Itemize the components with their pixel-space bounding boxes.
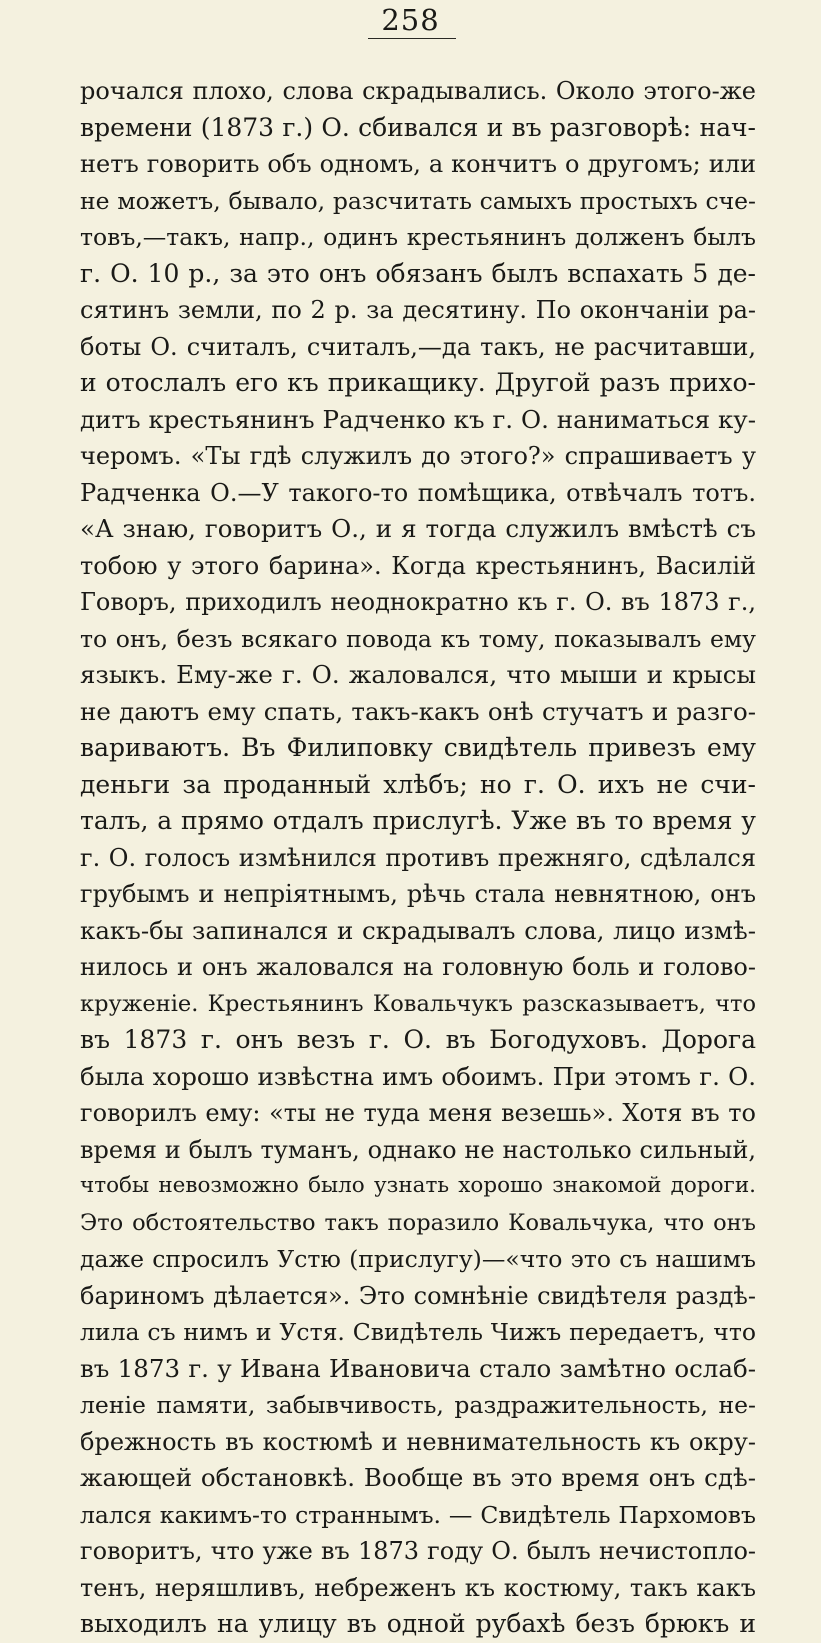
page-number: 258 — [381, 3, 440, 37]
header-rule — [368, 38, 456, 39]
text-line: выходилъ на улицу въ одной рубахѣ безъ брюкъ и — [80, 1609, 756, 1638]
text-line: г. О. 10 р., за это онъ обязанъ былъ вспахать 5 де- — [80, 258, 756, 288]
text-line: боты О. считалъ, считалъ,—да такъ, не расчитавши, — [80, 332, 756, 361]
text-line: въ 1873 г. у Ивана Ивановича стало замѣтно ослаб- — [80, 1353, 756, 1383]
text-line: черомъ. «Ты гдѣ служилъ до этого?» спрашиваетъ у — [80, 442, 756, 470]
text-line: деньги за проданный хлѣбъ; но г. О. ихъ не счи- — [80, 769, 756, 799]
text-line: ленiе памяти, забывчивость, раздражительность, не- — [80, 1391, 756, 1419]
text-line: въ 1873 г. онъ везъ г. О. въ Богодуховъ. Дорога — [80, 1025, 756, 1054]
text-line: вариваютъ. Въ Филиповку свидѣтель привезъ ему — [80, 733, 756, 762]
text-line: тенъ, неряшливъ, небреженъ къ костюму, такъ какъ — [80, 1573, 756, 1602]
text-line: «А знаю, говоритъ О., и я тогда служилъ вмѣстѣ съ — [80, 514, 756, 543]
text-line: товъ,—такъ, напр., одинъ крестьянинъ долженъ былъ — [80, 223, 756, 251]
text-line: не можетъ, бывало, разсчитать самыхъ простыхъ сче- — [80, 186, 756, 215]
text-line: время и былъ туманъ, однако не настолько сильный, — [80, 1135, 756, 1164]
text-line: Говоръ, приходилъ неоднократно къ г. О. въ 1873 г., — [80, 588, 756, 616]
text-line: жающей обстановкѣ. Вообще въ это время онъ сдѣ- — [80, 1463, 756, 1492]
text-line: круженiе. Крестьянинъ Ковальчукъ разсказываетъ, что — [80, 990, 756, 1017]
text-line: и отослалъ его къ прикащику. Другой разъ прихо- — [80, 368, 756, 397]
text-line: говорилъ ему: «ты не туда меня везешь». Хотя въ то — [80, 1099, 756, 1127]
text-line: сятинъ земли, по 2 р. за десятину. По окончанiи ра- — [80, 296, 756, 324]
text-line: времени (1873 г.) О. сбивался и въ разговорѣ: нач- — [80, 112, 756, 142]
text-line: грубымъ и непрiятнымъ, рѣчь стала невнятною, онъ — [80, 880, 756, 908]
text-line: лила съ нимъ и Устя. Свидѣтель Чижъ передаетъ, что — [80, 1318, 756, 1346]
text-line: была хорошо извѣстна имъ обоимъ. При этомъ г. О. — [80, 1061, 756, 1091]
text-line: лался какимъ-то страннымъ. — Свидѣтель Пархомовъ — [80, 1500, 756, 1529]
text-line: Радченка О.—У такого-то помѣщика, отвѣчалъ тотъ. — [80, 478, 756, 507]
text-line: рочался плохо, слова скрадывались. Около этого-же — [80, 77, 756, 105]
text-line: г. О. голосъ измѣнился противъ прежняго, сдѣлался — [80, 843, 756, 872]
text-line: нилось и онъ жаловался на головную боль и голово- — [80, 953, 756, 981]
text-line: не даютъ ему спать, такъ-какъ онѣ стучатъ и разго- — [80, 696, 756, 726]
text-line: языкъ. Ему-же г. О. жаловался, что мыши и крысы — [80, 660, 756, 689]
text-line: дитъ крестьянинъ Радченко къ г. О. наниматься ку- — [80, 404, 756, 434]
text-line: какъ-бы запинался и скрадывалъ слова, лицо измѣ- — [80, 915, 756, 945]
text-line: тобою у этого барина». Когда крестьянинъ, Василiй — [80, 551, 756, 580]
text-line: даже спросилъ Устю (прислугу)—«что это съ нашимъ — [80, 1245, 756, 1273]
text-line: талъ, а прямо отдалъ прислугѣ. Уже въ то время у — [80, 806, 756, 835]
text-line: нетъ говорить объ одномъ, а кончитъ о другомъ; или — [80, 150, 756, 178]
text-line: Это обстоятельство такъ поразило Ковальчука, что онъ — [80, 1209, 756, 1236]
page-body-text — [80, 73, 756, 1643]
text-line: говоритъ, что уже въ 1873 году О. былъ нечистопло- — [80, 1537, 756, 1565]
text-line: то онъ, безъ всякаго повода къ тому, показывалъ ему — [80, 624, 756, 653]
text-line: брежность въ костюмѣ и невнимательность къ окру- — [80, 1427, 756, 1456]
text-line: бариномъ дѣлается». Это сомнѣнiе свидѣтеля раздѣ- — [80, 1281, 756, 1310]
text-line: чтобы невозможно было узнать хорошо знакомой дороги. — [80, 1173, 756, 1198]
